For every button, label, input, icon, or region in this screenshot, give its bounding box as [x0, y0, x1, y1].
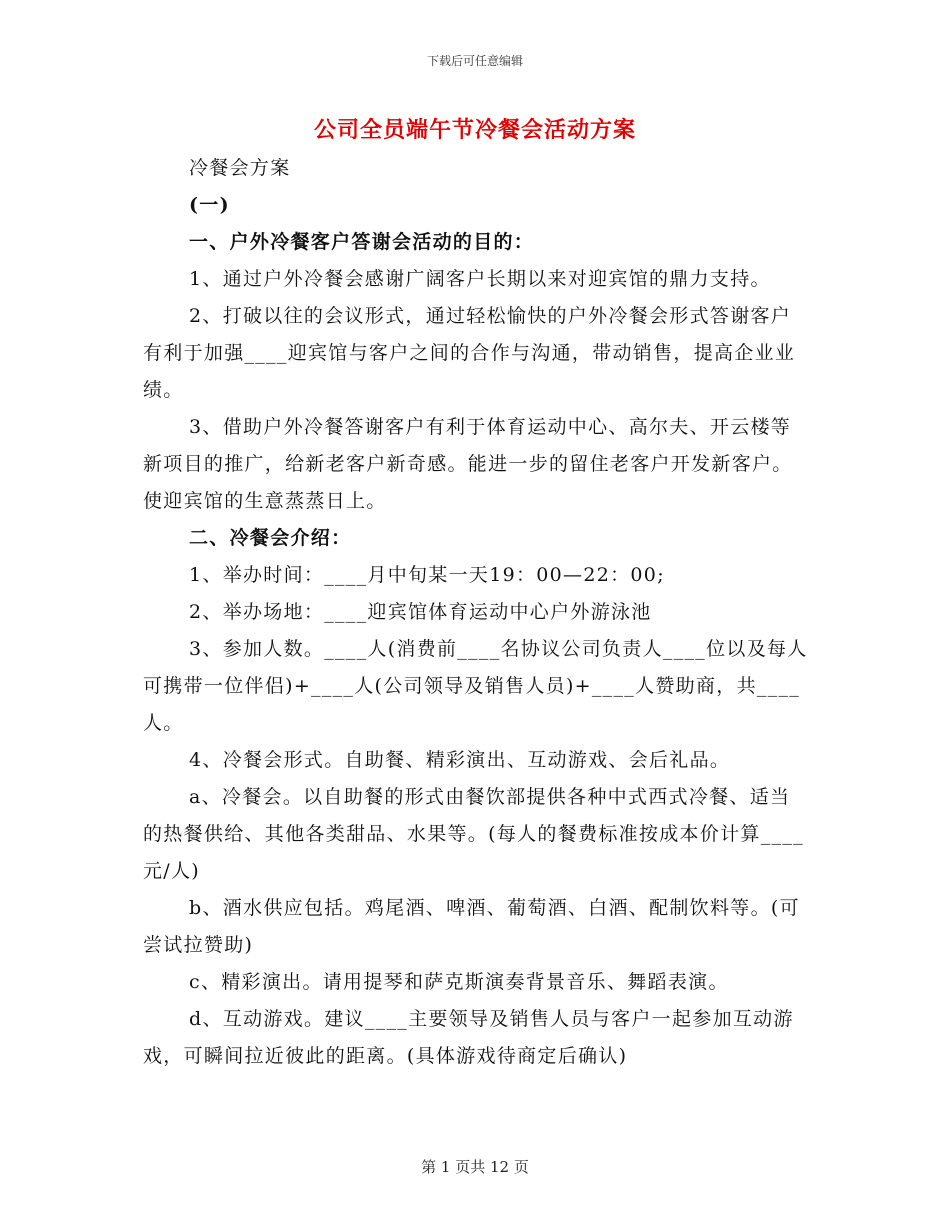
paragraph-plan-label: 冷餐会方案	[189, 157, 291, 179]
header-note: 下载后可任意编辑	[426, 54, 523, 68]
paragraph-purpose-2: 2、打破以往的会议形式，通过轻松愉快的户外冷餐会形式答谢客户有利于加强____迎宾馆与客户之间的合作与沟通，带动销售，提高企业业绩。	[143, 305, 796, 401]
paragraph-item-a: a、冷餐会。以自助餐的形式由餐饮部提供各种中式西式冷餐、适当的热餐供给、其他各类甜品、水果等。(每人的餐费标准按成本价计算____元/人)	[143, 786, 804, 882]
page-number: 第 1 页共 12 页	[421, 1158, 529, 1176]
paragraph-format: 4、冷餐会形式。自助餐、精彩演出、互动游戏、会后礼品。	[189, 749, 731, 771]
paragraph-time: 1、举办时间：____月中旬某一天19：00—22：00;	[189, 564, 665, 586]
document-body	[143, 150, 808, 1075]
paragraph-item-d: d、互动游戏。建议____主要领导及销售人员与客户一起参加互动游戏，可瞬间拉近彼此的距离。(具体游戏待商定后确认)	[143, 1008, 794, 1067]
paragraph-section-one-marker: (一)	[189, 194, 230, 216]
paragraph-attendees: 3、参加人数。____人(消费前____名协议公司负责人____位以及每人可携带一位伴侣)+____人(公司领导及销售人员)+____人赞助商，共____人。	[143, 638, 808, 734]
paragraph-venue: 2、举办场地：____迎宾馆体育运动中心户外游泳池	[189, 601, 652, 623]
heading-introduction: 二、冷餐会介绍：	[189, 527, 352, 549]
document-title: 公司全员端午节冷餐会活动方案	[313, 117, 636, 143]
heading-purpose: 一、户外冷餐客户答谢会活动的目的：	[189, 231, 535, 253]
paragraph-purpose-3: 3、借助户外冷餐答谢客户有利于体育运动中心、高尔夫、开云楼等新项目的推广，给新老客户新奇感。能进一步的留住老客户开发新客户。使迎宾馆的生意蒸蒸日上。	[143, 416, 793, 512]
paragraph-item-c: c、精彩演出。请用提琴和萨克斯演奏背景音乐、舞蹈表演。	[189, 971, 729, 993]
paragraph-purpose-1: 1、通过户外冷餐会感谢广阔客户长期以来对迎宾馆的鼎力支持。	[189, 268, 771, 290]
paragraph-item-b: b、酒水供应包括。鸡尾酒、啤酒、葡萄酒、白酒、配制饮料等。(可尝试拉赞助)	[143, 897, 800, 956]
